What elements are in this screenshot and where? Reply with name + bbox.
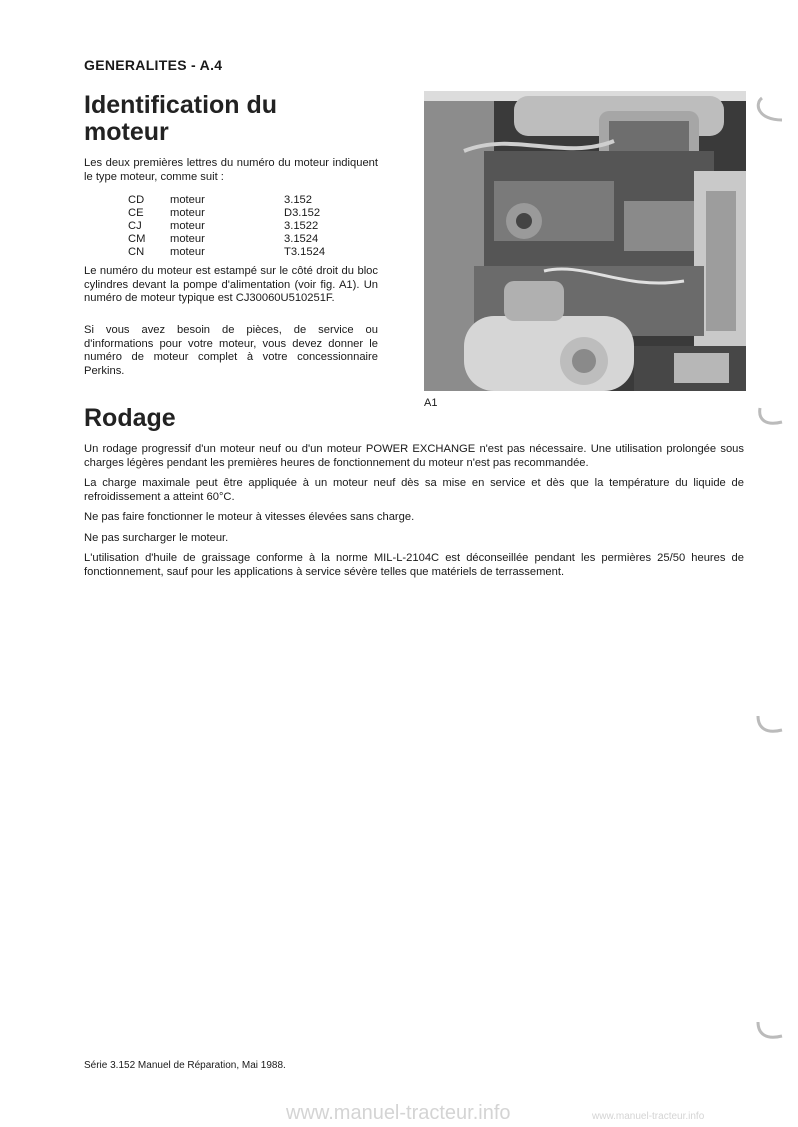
engine-label: moteur xyxy=(170,194,205,206)
punch-hole-icon xyxy=(752,90,786,124)
punch-hole-icon xyxy=(752,398,786,432)
engine-label: moteur xyxy=(170,220,205,232)
punch-hole-icon xyxy=(752,706,786,740)
engine-model: T3.1524 xyxy=(284,246,326,258)
rodage-paragraph-2: La charge maximale peut être appliquée à un moteur neuf dès sa mise en service et dès que la température du liquide de refroidissement a atteint 60°C. xyxy=(84,477,744,503)
engine-photo-drawing xyxy=(424,91,746,391)
rodage-paragraph-4: Ne pas surcharger le moteur. xyxy=(84,532,229,544)
engine-photo xyxy=(424,91,746,391)
rodage-paragraph-3: Ne pas faire fonctionner le moteur à vitesses élevées sans charge. xyxy=(84,511,415,523)
engine-type-table xyxy=(128,194,325,259)
table-row xyxy=(128,207,325,220)
identification-intro: Les deux premières lettres du numéro du moteur indiquent le type moteur, comme suit : xyxy=(84,157,378,183)
watermark-small: www.manuel-tracteur.info xyxy=(592,1111,705,1122)
engine-label: moteur xyxy=(170,233,205,245)
engine-model: 3.152 xyxy=(284,194,312,206)
engine-code: CM xyxy=(128,233,146,245)
identification-title xyxy=(84,92,414,146)
engine-label: moteur xyxy=(170,246,205,258)
watermark-main: www.manuel-tracteur.info xyxy=(286,1102,511,1124)
engine-code: CN xyxy=(128,246,145,258)
table-row xyxy=(128,194,325,207)
rodage-paragraph-1: Un rodage progressif d'un moteur neuf ou d'un moteur POWER EXCHANGE n'est pas nécessaire. Une utilisation prolongée sous charges légères pendant les premières heures de fonctionnement du moteur n'est pas recommandée. xyxy=(84,443,744,469)
table-row xyxy=(128,246,325,259)
engine-code: CD xyxy=(128,194,145,206)
identification-title-line2: moteur xyxy=(84,118,169,146)
table-row xyxy=(128,220,325,233)
identification-title-line1: Identification du xyxy=(84,91,278,119)
engine-code: CJ xyxy=(128,220,142,232)
figure-label: A1 xyxy=(424,397,438,409)
table-row xyxy=(128,233,325,246)
punch-hole-icon xyxy=(752,1012,786,1046)
rodage-title: Rodage xyxy=(84,404,176,432)
engine-model: 3.1524 xyxy=(284,233,319,245)
engine-number-location-paragraph: Le numéro du moteur est estampé sur le côté droit du bloc cylindres devant la pompe d'alimentation (voir fig. A1). Un numéro de moteur typique est CJ30060U510251F. xyxy=(84,265,378,304)
engine-model: 3.1522 xyxy=(284,220,319,232)
engine-code: CE xyxy=(128,207,144,219)
rodage-paragraph-5: L'utilisation d'huile de graissage conforme à la norme MIL-L-2104C est déconseillée pendant les permières 25/50 heures de fonctionnement, sauf pour les applications à service sévère telles que matériels de terrassement. xyxy=(84,552,744,578)
engine-model: D3.152 xyxy=(284,207,321,219)
dealer-info-paragraph: Si vous avez besoin de pièces, de service ou d'informations pour votre moteur, vous devez donner le numéro de moteur complet à votre concessionnaire Perkins. xyxy=(84,324,378,377)
engine-label: moteur xyxy=(170,207,205,219)
section-heading: GENERALITES - A.4 xyxy=(84,57,223,73)
page-footer: Série 3.152 Manuel de Réparation, Mai 1988. xyxy=(84,1060,286,1071)
